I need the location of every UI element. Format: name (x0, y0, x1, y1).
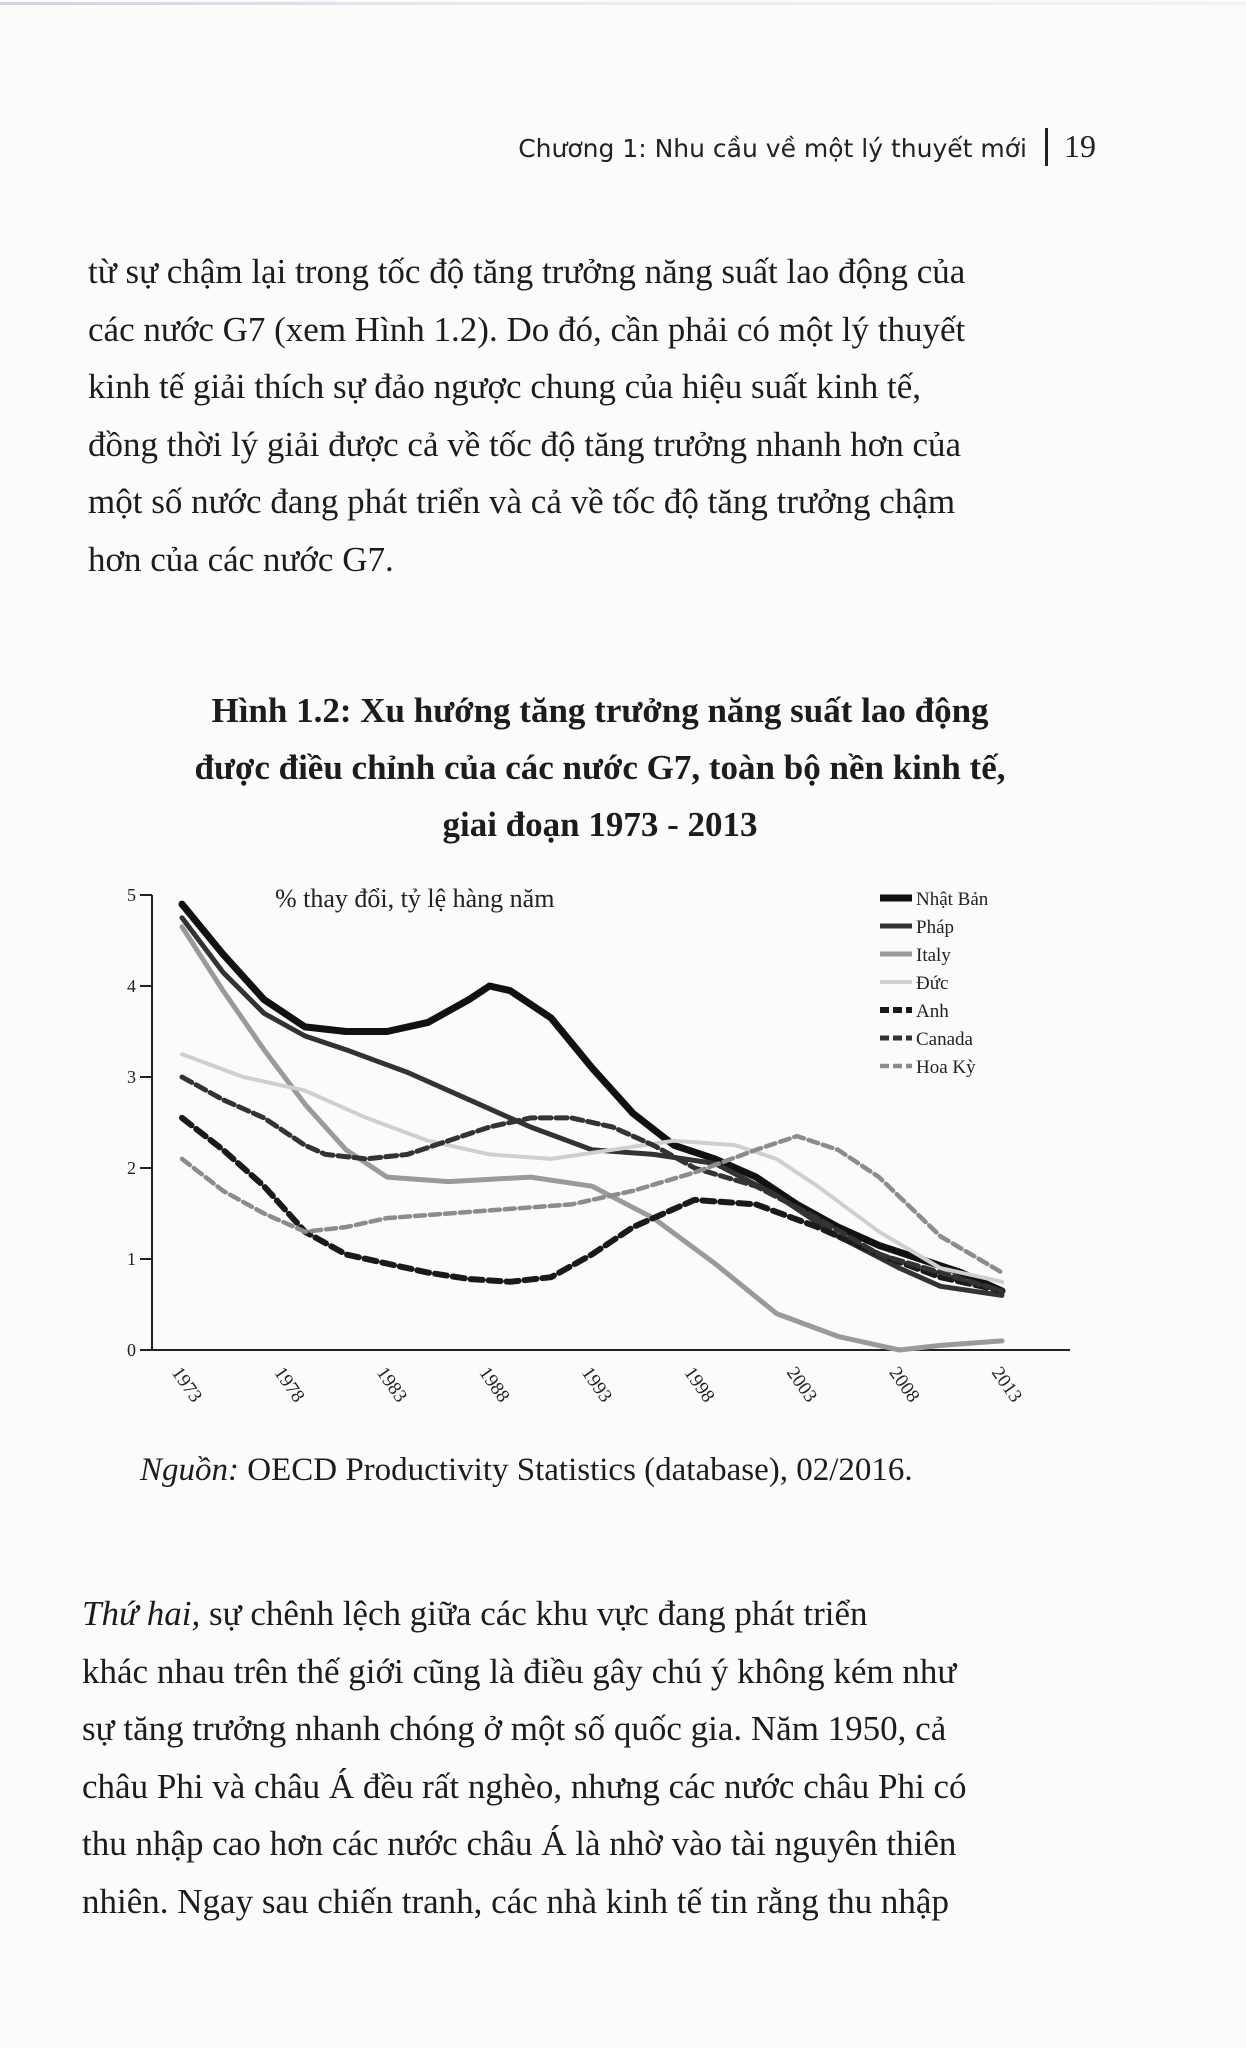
paragraph-line: thu nhập cao hơn các nước châu Á là nhờ vào tài nguyên thiên (82, 1824, 957, 1863)
x-tick-label: 2003 (782, 1363, 822, 1407)
legend-label: Pháp (916, 917, 954, 938)
legend-label: Anh (916, 1001, 949, 1022)
y-tick-label: 1 (127, 1249, 136, 1269)
lead-rest: sự chênh lệch giữa các khu vực đang phát triển (200, 1594, 868, 1633)
paragraph-line: các nước G7 (xem Hình 1.2). Do đó, cần phải có một lý thuyết (88, 309, 966, 349)
x-tick-label: 2013 (987, 1363, 1027, 1407)
paragraph-line: khác nhau trên thế giới cũng là điều gây chú ý không kém như (82, 1651, 957, 1691)
x-tick-label: 1973 (167, 1363, 207, 1407)
productivity-line-chart (90, 860, 1090, 1440)
x-tick-label: 1993 (577, 1363, 617, 1407)
source-text: OECD Productivity Statistics (database), 02/2016. (239, 1452, 913, 1488)
y-tick-label: 4 (127, 976, 136, 996)
paragraph-1 (88, 243, 1098, 588)
legend-label: Nhật Bản (916, 889, 989, 910)
paragraph-line: sự tăng trưởng nhanh chóng ở một số quốc gia. Năm 1950, cả (82, 1709, 947, 1748)
paragraph-line: từ sự chậm lại trong tốc độ tăng trưởng năng suất lao động của (88, 252, 966, 291)
legend-label: Canada (916, 1029, 973, 1050)
paragraph-line: châu Phi và châu Á đều rất nghèo, nhưng các nước châu Phi có (82, 1766, 967, 1806)
series-line (182, 927, 1002, 1350)
paragraph-line (82, 1585, 1092, 1643)
y-axis-label: % thay đổi, tỷ lệ hàng năm (275, 884, 555, 913)
legend-label: Đức (916, 973, 949, 994)
paragraph-line: nhiên. Ngay sau chiến tranh, các nhà kinh tế tin rằng thu nhập (82, 1881, 949, 1921)
figure-source (140, 1452, 913, 1489)
x-tick-label: 1998 (679, 1363, 719, 1407)
legend-label: Italy (916, 945, 951, 966)
scan-top-edge (0, 2, 1246, 5)
figure-title (100, 682, 1100, 853)
y-tick-label: 3 (127, 1067, 136, 1087)
source-label: Nguồn: (140, 1452, 239, 1488)
page-number: 19 (1064, 128, 1096, 164)
y-tick-label: 5 (127, 885, 136, 905)
figure-title-line: Hình 1.2: Xu hướng tăng trưởng năng suất lao động (211, 691, 989, 730)
x-tick-label: 1983 (372, 1363, 412, 1407)
legend-label: Hoa Kỳ (916, 1057, 976, 1078)
header-divider (1045, 128, 1048, 166)
running-header (0, 128, 1096, 166)
paragraph-line: kinh tế giải thích sự đảo ngược chung của hiệu suất kinh tế, (88, 367, 922, 406)
lead-italic: Thứ hai, (82, 1594, 201, 1633)
paragraph-line: đồng thời lý giải được cả về tốc độ tăng trưởng nhanh hơn của (88, 424, 962, 464)
y-tick-label: 0 (127, 1340, 136, 1360)
x-tick-label: 1988 (474, 1363, 514, 1407)
y-tick-label: 2 (127, 1158, 136, 1178)
paragraph-line: hơn của các nước G7. (88, 539, 394, 579)
paragraph-line: một số nước đang phát triển và cả về tốc độ tăng trưởng chậm (88, 482, 956, 521)
x-tick-label: 2008 (884, 1363, 924, 1407)
figure-title-line: giai đoạn 1973 - 2013 (442, 805, 758, 844)
figure-title-line: được điều chỉnh của các nước G7, toàn bộ nền kinh tế, (194, 748, 1006, 787)
x-tick-label: 1978 (269, 1363, 309, 1407)
paragraph-2 (82, 1585, 1092, 1930)
running-title: Chương 1: Nhu cầu về một lý thuyết mới (518, 134, 1027, 163)
